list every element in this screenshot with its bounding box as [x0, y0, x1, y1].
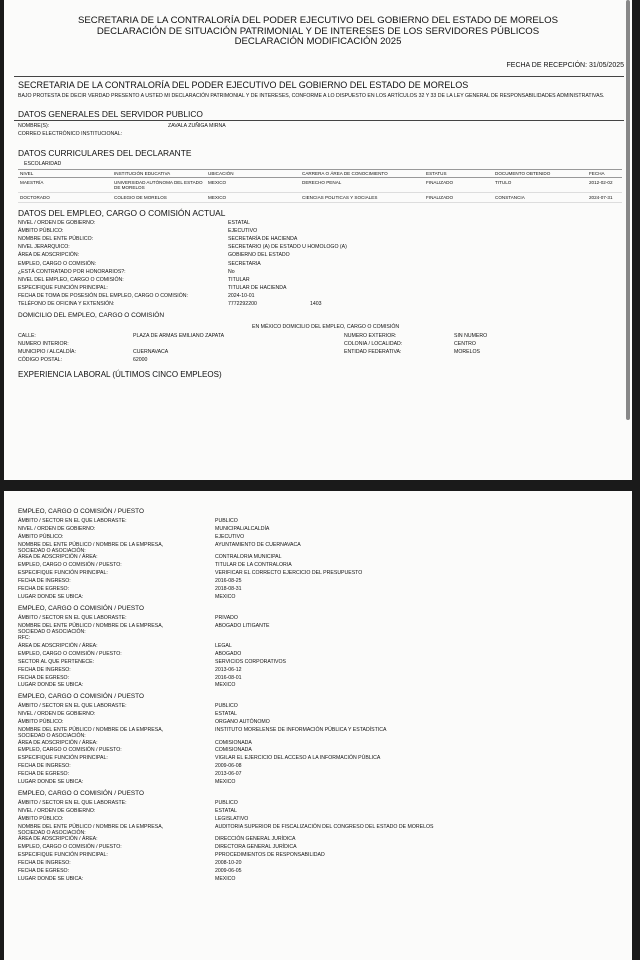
- field-label: ¿ESTÁ CONTRATADO POR HONORARIOS?:: [18, 268, 126, 275]
- field-label: ÁMBITO PÚBLICO:: [18, 815, 64, 822]
- field-value: 62000: [133, 357, 148, 363]
- field-label: EMPLEO, CARGO O COMISIÓN / PUESTO:: [18, 747, 122, 754]
- field-value: MEXICO: [215, 779, 236, 785]
- field-value: 2008-10-20: [215, 859, 242, 866]
- field-label: NIVEL / ORDEN DE GOBIERNO:: [18, 220, 96, 226]
- field-label: NOMBRE DEL ENTE PÚBLICO / NOMBRE DE LA EMPRESA, SOCIEDAD O ASOCIACIÓN:: [18, 622, 164, 635]
- field-label: NIVEL / ORDEN DE GOBIERNO:: [18, 525, 96, 532]
- field-value: CUERNAVACA: [133, 349, 169, 355]
- field-value: AYUNTAMIENTO DE CUERNAVACA: [215, 541, 301, 548]
- field-value: VIGILAR EL EJERCICIO DEL ACCESO A LA INFORMACIÓN PÚBLICA: [215, 755, 381, 762]
- table-cell: MEXICO: [206, 178, 300, 193]
- field-label: EMPLEO, CARGO O COMISIÓN / PUESTO:: [18, 562, 122, 569]
- field-value: AUDITORIA SUPERIOR DE FISCALIZACIÓN DEL CONGRESO DEL ESTADO DE MORELOS: [215, 823, 434, 830]
- field-value: ESTATAL: [228, 220, 250, 226]
- field-value: SECRETARIA: [228, 260, 261, 267]
- field-value: LEGAL: [215, 642, 232, 649]
- field-label: NUMERO INTERIOR:: [18, 341, 69, 347]
- field-label: NOMBRE DEL ENTE PÚBLICO / NOMBRE DE LA EMPRESA, SOCIEDAD O ASOCIACIÓN:: [18, 823, 164, 836]
- field-label: ÁMBITO / SECTOR EN EL QUE LABORASTE:: [18, 614, 127, 621]
- field-label: LUGAR DONDE SE UBICA:: [18, 779, 84, 785]
- field-value: 2009-06-08: [215, 763, 242, 770]
- table-row: [18, 178, 622, 193]
- field-label: NIVEL / ORDEN DE GOBIERNO:: [18, 807, 96, 814]
- table-cell: MEXICO: [206, 193, 300, 203]
- column-header: UBICACIÓN: [206, 170, 300, 178]
- section-title-experiencia: EXPERIENCIA LABORAL (ÚLTIMOS CINCO EMPLEOS): [18, 370, 222, 379]
- sub-header-title: SECRETARIA DE LA CONTRALORÍA DEL PODER EJECUTIVO DEL GOBIERNO DEL ESTADO DE MORELOS: [18, 80, 469, 90]
- field-value: SIN NUMERO: [454, 333, 488, 339]
- field-label: ÁREA DE ADSCRIPCIÓN / ÁREA:: [18, 554, 98, 561]
- field-value: CENTRO: [454, 341, 476, 347]
- domicilio-subtitle: EN MÉXICO DOMICILIO DEL EMPLEO, CARGO O COMISIÓN: [252, 324, 400, 330]
- header-line-1: SECRETARIA DE LA CONTRALORÍA DEL PODER EJECUTIVO DEL GOBIERNO DEL ESTADO DE MORELOS: [78, 15, 558, 26]
- field-label: EMPLEO, CARGO O COMISIÓN / PUESTO:: [18, 650, 122, 657]
- table-cell: CONSTANCIA: [493, 193, 587, 203]
- field-label: NIVEL DEL EMPLEO, CARGO O COMISIÓN:: [18, 276, 124, 283]
- field-label: FECHA DE EGRESO:: [18, 674, 70, 681]
- field-value: COMISIONADA: [215, 747, 252, 754]
- field-value: SECRETARIO (A) DE ESTADO U HOMOLOGO (A): [228, 244, 347, 251]
- field-value: INSTITUTO MORELENSE DE INFORMACIÓN PÚBLICA Y ESTADÍSTICA: [215, 727, 387, 733]
- field-value: LEGISLATIVO: [215, 815, 249, 822]
- table-cell: DERECHO PENAL: [300, 178, 424, 193]
- education-table: [18, 169, 622, 203]
- field-value: 2016-08-25: [215, 577, 242, 584]
- field-value: SECRETARÍA DE HACIENDA: [228, 236, 298, 243]
- field-value: MUNICIPAL/ALCALDÍA: [215, 525, 270, 532]
- protesta-text: BAJO PROTESTA DE DECIR VERDAD PRESENTO A USTED MI DECLARACIÓN PATRIMONIAL Y DE INTERESES, CONFORME A LO DISPUESTO EN LOS ARTÍCULOS 32 Y 33 DE LA LEY GENERAL DE RESPONSABILIDADES ADMINISTRATIVAS.: [18, 93, 605, 99]
- field-label: ÁREA DE ADSCRIPCIÓN / ÁREA:: [18, 642, 98, 649]
- column-header: FECHA: [587, 170, 622, 178]
- phone-extension: 1403: [310, 301, 322, 307]
- field-label: CORREO ELECTRÓNICO INSTITUCIONAL:: [18, 131, 123, 137]
- field-label: SECTOR AL QUE PERTENECE:: [18, 658, 95, 665]
- field-label: ÁREA DE ADSCRIPCIÓN:: [18, 252, 80, 259]
- field-label: ESPECIFIQUE FUNCIÓN PRINCIPAL:: [18, 284, 108, 291]
- field-label: NOMBRE(S):: [18, 123, 50, 129]
- field-label: FECHA DE INGRESO:: [18, 577, 71, 584]
- divider: [14, 120, 624, 121]
- document-header: [4, 16, 632, 48]
- field-label: MUNICIPIO / ALCALDÍA:: [18, 349, 76, 355]
- field-value: 2016-08-01: [215, 674, 242, 681]
- field-value: EJECUTIVO: [228, 228, 258, 235]
- field-label: NIVEL JERARQUICO:: [18, 244, 70, 251]
- field-label: EMPLEO, CARGO O COMISIÓN:: [18, 260, 97, 267]
- field-label: ÁREA DE ADSCRIPCIÓN / ÁREA:: [18, 836, 98, 843]
- table-cell: 2012-02-02: [587, 178, 622, 193]
- header-line-3: DECLARACIÓN MODIFICACIÓN 2025: [234, 36, 402, 47]
- field-value: 2009-06-05: [215, 867, 242, 874]
- field-label: ESPECIFIQUE FUNCIÓN PRINCIPAL:: [18, 570, 108, 576]
- field-value: 2018-08-31: [215, 585, 242, 592]
- field-label: CALLE:: [18, 333, 36, 339]
- experience-block-title: EMPLEO, CARGO O COMISIÓN / PUESTO: [18, 604, 144, 612]
- field-label: LUGAR DONDE SE UBICA:: [18, 593, 84, 600]
- section-title-empleo: DATOS DEL EMPLEO, CARGO O COMISIÓN ACTUAL: [18, 208, 226, 218]
- field-value: PPROCEDIMIENTOS DE RESPONSABILIDAD: [215, 851, 325, 858]
- field-label: ENTIDAD FEDERATIVA:: [344, 349, 402, 355]
- field-label: FECHA DE INGRESO:: [18, 763, 71, 770]
- section-title-datos-generales: DATOS GENERALES DEL SERVIDOR PUBLICO: [18, 109, 203, 119]
- field-value: DIRECCIÓN GENERAL JURÍDICA: [215, 836, 296, 843]
- field-label: NIVEL / ORDEN DE GOBIERNO:: [18, 711, 96, 718]
- field-value: MORELOS: [454, 349, 480, 355]
- table-cell: FINALIZADO: [424, 178, 493, 193]
- table-cell: UNIVERSIDAD AUTÓNOMA DEL ESTADO DE MORELOS: [112, 178, 206, 193]
- field-value: GOBIERNO DEL ESTADO: [228, 252, 290, 259]
- field-label: FECHA DE TOMA DE POSESIÓN DEL EMPLEO, CARGO O COMISIÓN:: [18, 292, 188, 299]
- field-label: FECHA DE EGRESO:: [18, 771, 70, 778]
- field-value: MEXICO: [215, 682, 236, 689]
- field-value: ABOGADO LITIGANTE: [215, 622, 270, 629]
- field-value: PRIVADO: [215, 614, 238, 621]
- field-value: SERVICIOS CORPORATIVOS: [215, 658, 287, 665]
- field-value: COMISIONADA: [215, 739, 252, 746]
- field-value: TITULAR DE LA CONTRALORIA: [215, 562, 292, 569]
- table-cell: CIENCIAS POLITICAS Y SOCIALES: [300, 193, 424, 203]
- reception-date: FECHA DE RECEPCIÓN: 31/05/2025: [506, 62, 624, 69]
- field-value: CONTRALORIA MUNICIPAL: [215, 554, 282, 561]
- field-value: ORGANO AUTÓNOMO: [215, 719, 270, 726]
- field-label: NOMBRE DEL ENTE PÚBLICO / NOMBRE DE LA EMPRESA, SOCIEDAD O ASOCIACIÓN:: [18, 541, 164, 554]
- field-label: ÁMBITO PÚBLICO:: [18, 719, 64, 726]
- field-label: NUMERO EXTERIOR:: [344, 333, 397, 339]
- field-label: ÁREA DE ADSCRIPCIÓN / ÁREA:: [18, 739, 98, 746]
- table-cell: DOCTORADO: [18, 193, 112, 203]
- field-value: ESTATAL: [215, 711, 237, 718]
- field-label: NOMBRE DEL ENTE PÚBLICO / NOMBRE DE LA EMPRESA, SOCIEDAD O ASOCIACIÓN:: [18, 727, 164, 739]
- header-line-2: DECLARACIÓN DE SITUACIÓN PATRIMONIAL Y DE INTERESES DE LOS SERVIDORES PÚBLICOS: [96, 25, 540, 37]
- field-value: TITULAR DE HACIENDA: [228, 284, 287, 291]
- field-value: PUBLICO: [215, 518, 238, 524]
- field-label: FECHA DE INGRESO:: [18, 859, 71, 866]
- column-header: CARRERA O ÁREA DE CONOCIMIENTO: [300, 170, 424, 178]
- field-label: COLONIA / LOCALIDAD:: [344, 341, 403, 347]
- table-row: [18, 193, 622, 203]
- column-header: DOCUMENTO OBTENIDO: [493, 170, 587, 178]
- field-label: FECHA DE EGRESO:: [18, 585, 70, 592]
- field-label: ÁMBITO / SECTOR EN EL QUE LABORASTE:: [18, 518, 127, 524]
- document-page-1: [4, 0, 632, 480]
- field-label: CÓDIGO POSTAL:: [18, 357, 63, 363]
- field-label: FECHA DE EGRESO:: [18, 867, 70, 874]
- field-value: VERIFICAR EL CORRECTO EJERCICIO DEL PRESUPUESTO: [215, 570, 363, 576]
- field-value: PUBLICO: [215, 799, 238, 806]
- table-header-row: [18, 170, 622, 178]
- field-value: MEXICO: [215, 593, 236, 600]
- field-label: ESPECIFIQUE FUNCIÓN PRINCIPAL:: [18, 755, 108, 762]
- field-value: TITULAR: [228, 276, 250, 283]
- field-label: FECHA DE INGRESO:: [18, 666, 71, 673]
- table-cell: TITULO: [493, 178, 587, 193]
- field-label: NOMBRE DEL ENTE PÚBLICO:: [18, 236, 94, 243]
- field-label: ÁMBITO / SECTOR EN EL QUE LABORASTE:: [18, 703, 127, 710]
- section-title-domicilio: DOMICILIO DEL EMPLEO, CARGO O COMISIÓN: [18, 312, 165, 319]
- field-label: ESPECIFIQUE FUNCIÓN PRINCIPAL:: [18, 851, 108, 858]
- field-value: MEXICO: [215, 875, 236, 882]
- field-value: ABOGADO: [215, 650, 242, 657]
- field-value: EJECUTIVO: [215, 533, 245, 540]
- table-cell: COLEGIO DE MORELOS: [112, 193, 206, 203]
- field-label: ÁMBITO PÚBLICO:: [18, 228, 64, 235]
- divider: [14, 76, 624, 77]
- field-label: ÁMBITO PÚBLICO:: [18, 533, 64, 540]
- field-label: ÁMBITO / SECTOR EN EL QUE LABORASTE:: [18, 799, 127, 806]
- table-cell: MAESTRÍA: [18, 178, 112, 193]
- column-header: NIVEL: [18, 170, 112, 178]
- section-title-curriculares: DATOS CURRICULARES DEL DECLARANTE: [18, 148, 192, 158]
- field-value: 2013-06-07: [215, 771, 242, 778]
- field-value: 7772292200: [228, 301, 257, 307]
- column-header: ESTATUS: [424, 170, 493, 178]
- field-label: RFC:: [18, 635, 31, 641]
- field-label: LUGAR DONDE SE UBICA:: [18, 682, 84, 689]
- experience-block-title: EMPLEO, CARGO O COMISIÓN / PUESTO: [18, 508, 144, 515]
- field-label: TELÉFONO DE OFICINA Y EXTENSIÓN:: [18, 301, 115, 307]
- field-value: ESTATAL: [215, 807, 237, 814]
- field-value: DIRECTORA GENERAL JURÍDICA: [215, 844, 297, 850]
- field-value: PLAZA DE ARMAS EMILIANO ZAPATA: [133, 333, 225, 339]
- document-page-2: [4, 491, 632, 960]
- field-label: LUGAR DONDE SE UBICA:: [18, 875, 84, 882]
- experience-block-title: EMPLEO, CARGO O COMISIÓN / PUESTO: [18, 693, 144, 701]
- field-value: 2024-10-01: [228, 292, 255, 299]
- table-cell: 2024-07-31: [587, 193, 622, 203]
- table-cell: FINALIZADO: [424, 193, 493, 203]
- field-label: EMPLEO, CARGO O COMISIÓN / PUESTO:: [18, 844, 122, 850]
- field-value: PUBLICO: [215, 703, 238, 710]
- field-value: No: [228, 268, 235, 275]
- field-value: ZAVALA ZUÑIGA MIRNA: [168, 123, 226, 129]
- experience-block-title: EMPLEO, CARGO O COMISIÓN / PUESTO: [18, 789, 144, 797]
- escolaridad-label: ESCOLARIDAD: [24, 161, 62, 167]
- scrollbar[interactable]: [626, 0, 630, 420]
- column-header: INSTITUCIÓN EDUCATIVA: [112, 170, 206, 178]
- field-value: 2013-06-12: [215, 666, 242, 673]
